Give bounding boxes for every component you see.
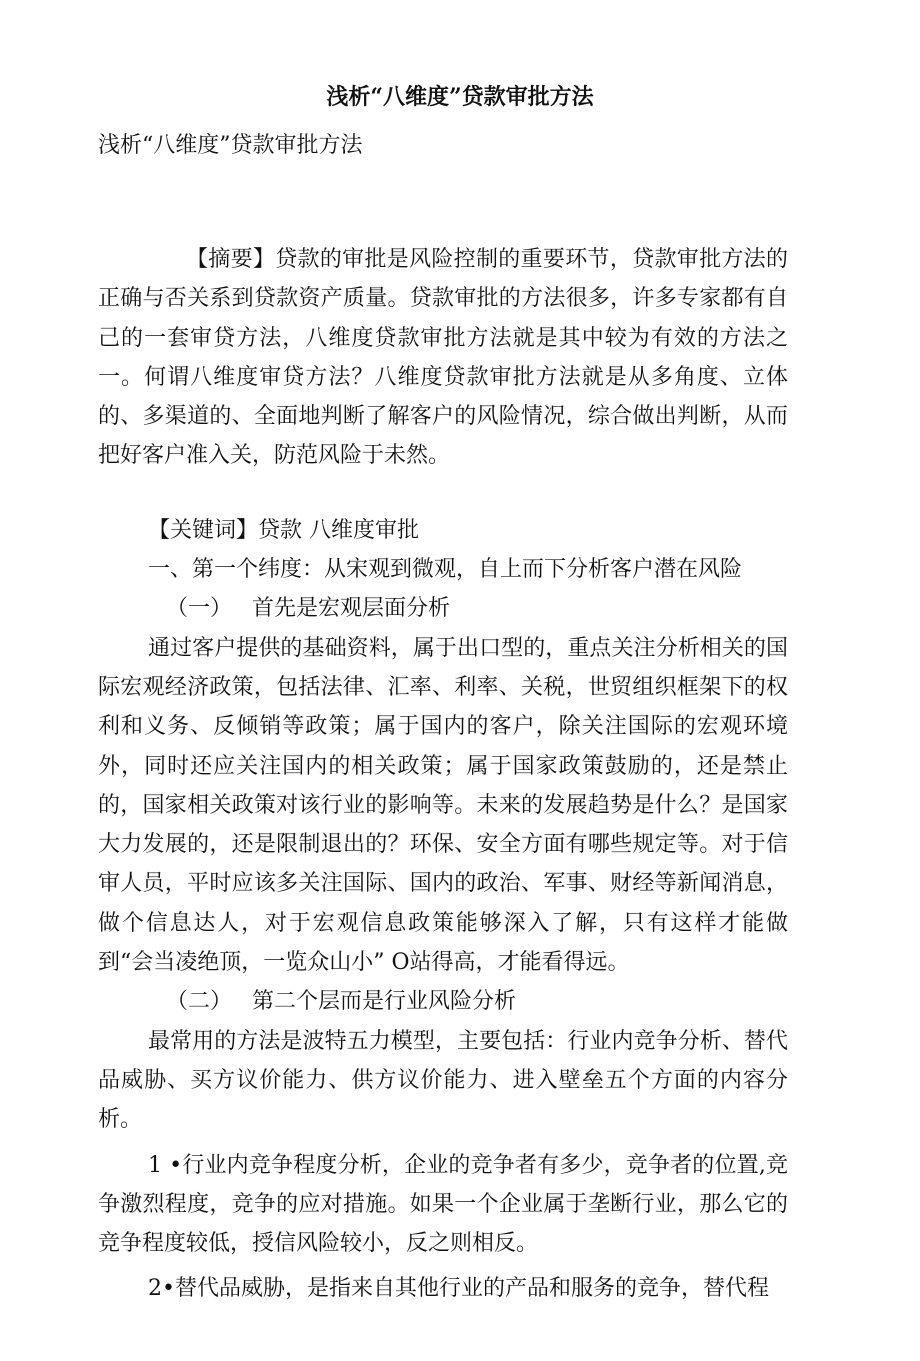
abstract-paragraph: 【摘要】贷款的审批是风险控制的重要环节，贷款审批方法的正确与否关系到贷款资产质量。贷款审批的方法很多，许多专家都有自己的一套审贷方法，八维度贷款审批方法就是其中较为有效的方法之一。何谓八维度审贷方法？八维度贷款审批方法就是从多角度、立体的、多渠道的、全面地判断了解客户的风险情况，综合做出判断，从而把好客户准入关，防范风险于未然。 [98, 247, 788, 469]
list-item-2: 2•替代品威胁，是指来自其他行业的产品和服务的竞争，替代程 [148, 1276, 769, 1302]
sub-heading-1-text: 首先是宏观层面分析 [252, 596, 451, 622]
paragraph-macro: 通过客户提供的基础资料，属于出口型的，重点关注分析相关的国际宏观经济政策，包括法律、汇率、利率、关税，世贸组织框架下的权利和义务、反倾销等政策；属于国内的客户，除关注国际的宏观环境外，同时还应关注国内的相关政策；属于国家政策鼓励的，还是禁止的，国家相关政策对该行业的影响等。未来的发展趋势是什么？是国家大力发展的，还是限制退出的？环保、安全方面有哪些规定等。对于信审人员，平时应该多关注国际、国内的政治、军事、财经等新闻消息，做个信息达人，对于宏观信息政策能够深入了解，只有这样才能做到“会当凌绝顶，一览众山小” O站得高，才能看得远。 [98, 635, 788, 976]
section-heading-1: 一、第一个纬度：从宋观到微观，自上而下分析客户潜在风险 [148, 557, 743, 583]
keywords-line: 【关键词】贷款 八维度审批 [148, 517, 419, 543]
paragraph-industry: 最常用的方法是波特五力模型，主要包括：行业内竞争分析、替代品威胁、买方议价能力、供方议价能力、进入壁垒五个方面的内容分析。 [98, 1028, 788, 1133]
sub-heading-2 [98, 982, 788, 1021]
document-title: 浅析“八维度”贷款审批方法 [326, 84, 594, 110]
document-body [98, 240, 788, 1309]
sub-heading-1 [98, 589, 788, 628]
sub-heading-1-number: （一） [166, 596, 233, 622]
sub-heading-2-text: 第二个层而是行业风险分析 [252, 989, 517, 1015]
list-item-1: 1 •行业内竞争程度分析，企业的竞争者有多少，竞争者的位置,竞争激烈程度，竞争的应对措施。如果一个企业属于垄断行业，那么它的竞争程度较低，授信风险较小，反之则相反。 [98, 1152, 788, 1257]
sub-heading-2-number: （二） [166, 989, 233, 1015]
document-subtitle: 浅析“八维度”贷款审批方法 [98, 133, 363, 158]
